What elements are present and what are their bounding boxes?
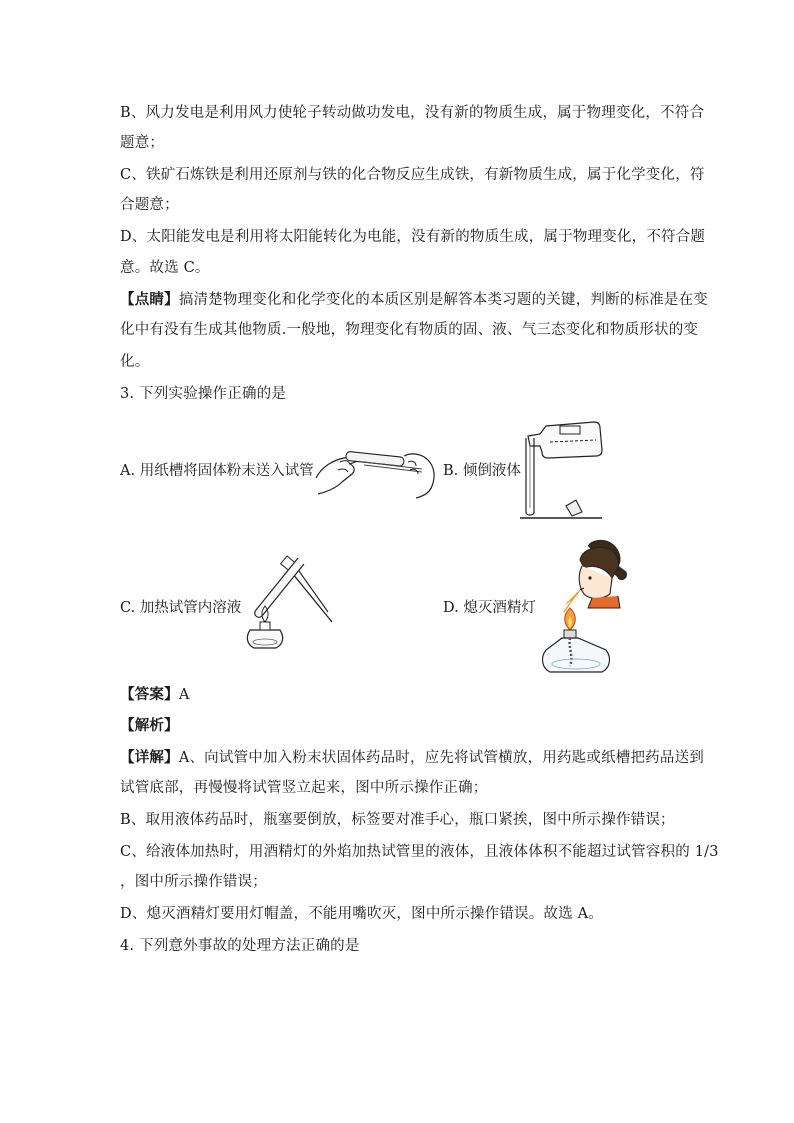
tip-text-1: 搞清楚物理变化和化学变化的本质区别是解答本类习题的关键，判断的标准是在变 xyxy=(178,292,709,308)
pouring-liquid-icon xyxy=(516,416,606,522)
analysis-line xyxy=(120,716,179,736)
answer-line xyxy=(120,685,189,705)
tip-line3: 化。 xyxy=(120,354,150,370)
paragraph-c-line2: 合题意； xyxy=(120,197,179,213)
paragraph-b-line2: 题意； xyxy=(120,135,165,151)
question3-stem: 3. 下列实验操作正确的是 xyxy=(120,386,287,402)
answer-label: 【答案】 xyxy=(120,686,179,703)
paragraph-d-line1: D、太阳能发电是利用将太阳能转化为电能，没有新的物质生成，属于物理变化，不符合题 xyxy=(120,229,706,245)
detail-d-line: D、熄灭酒精灯要用灯帽盖，不能用嘴吹灭，图中所示操作错误。故选 A。 xyxy=(120,906,604,922)
detail-label: 【详解】 xyxy=(120,749,179,766)
paragraph-d-line2: 意。故选 C。 xyxy=(120,260,210,276)
answer-value: A xyxy=(178,687,190,703)
test-tube-paper-trough-icon xyxy=(312,436,440,500)
question4-stem: 4. 下列意外事故的处理方法正确的是 xyxy=(120,938,360,954)
tip-line2: 化中有没有生成其他物质.一般地，物理变化有物质的固、液、气三态变化和物质形状的变 xyxy=(120,322,699,338)
heating-test-tube-icon xyxy=(236,550,336,654)
detail-c-line2: ，图中所示操作错误； xyxy=(120,874,267,890)
tip-label: 【点睛】 xyxy=(120,291,179,308)
blowing-out-alcohol-lamp-icon xyxy=(540,538,630,676)
detail-line1 xyxy=(120,748,704,768)
tip-line1 xyxy=(120,290,708,310)
option-a-label: A. 用纸槽将固体粉末送入试管 xyxy=(120,463,314,479)
paragraph-b-line1: B、风力发电是利用风力使轮子转动做功发电，没有新的物质生成，属于物理变化，不符合 xyxy=(120,105,705,121)
detail-a-line1: A、向试管中加入粉末状固体药品时，应先将试管横放，用药匙或纸槽把药品送到 xyxy=(178,750,704,766)
paragraph-c-line1: C、铁矿石炼铁是利用还原剂与铁的化合物反应生成铁，有新物质生成，属于化学变化，符 xyxy=(120,167,705,183)
option-b-label: B. 倾倒液体 xyxy=(443,463,521,479)
option-c-label: C. 加热试管内溶液 xyxy=(120,600,242,616)
detail-a-line2: 试管底部，再慢慢将试管竖立起来，图中所示操作正确； xyxy=(120,780,488,796)
option-d-label: D. 熄灭酒精灯 xyxy=(443,600,536,616)
detail-c-line1: C、给液体加热时，用酒精灯的外焰加热试管里的液体，且液体体积不能超过试管容积的 1/3 xyxy=(120,844,719,860)
analysis-label: 【解析】 xyxy=(120,717,179,734)
detail-b-line: B、取用液体药品时，瓶塞要倒放，标签要对准手心，瓶口紧挨，图中所示操作错误； xyxy=(120,812,675,828)
